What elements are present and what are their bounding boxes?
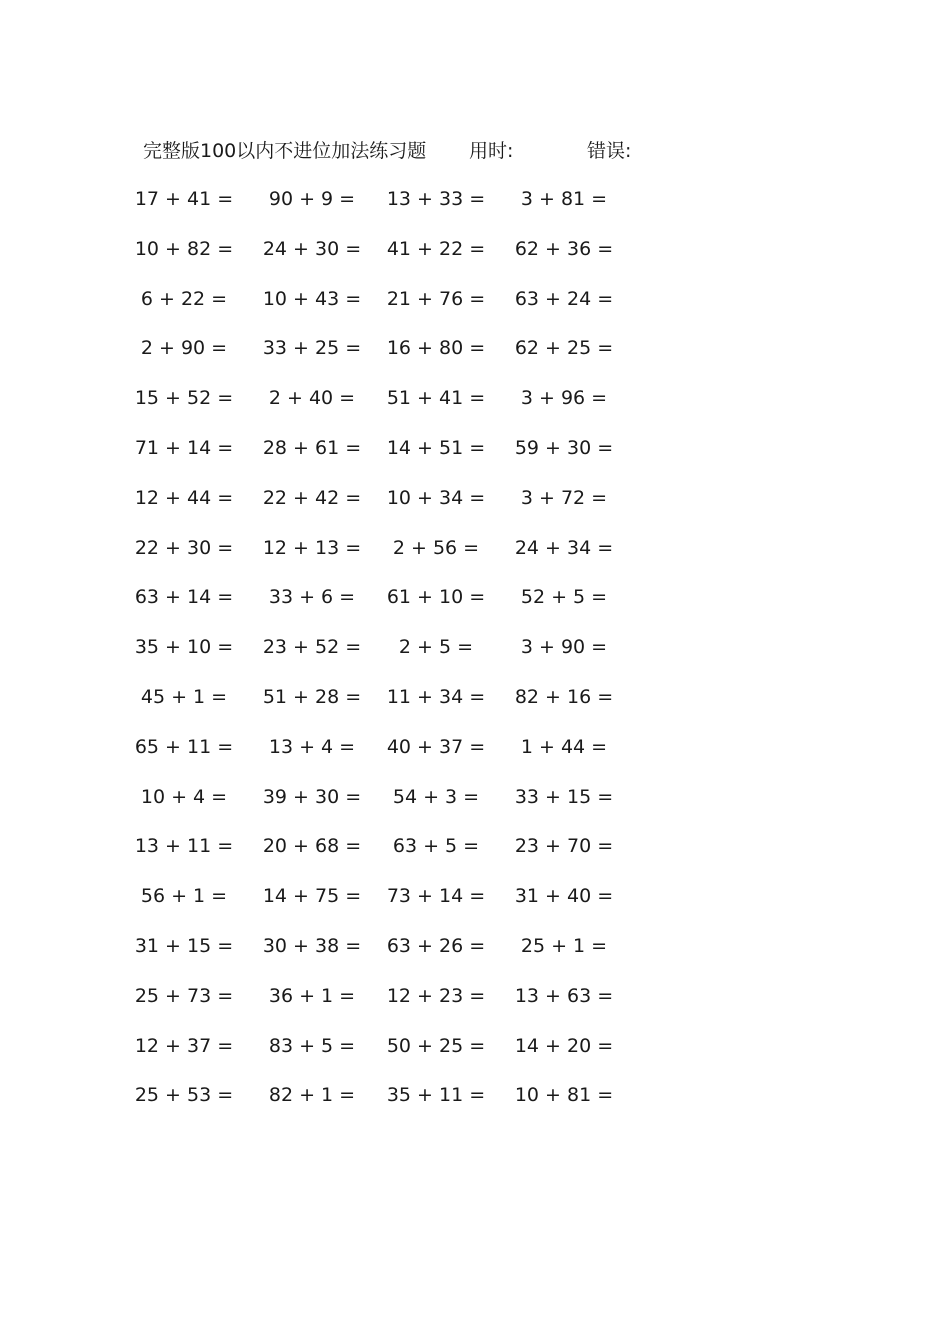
problem-cell: 45 + 1 = (140, 685, 228, 708)
problem-cell: 24 + 34 = (514, 536, 614, 559)
problem-cell: 3 + 90 = (520, 636, 608, 659)
problem-cell: 13 + 63 = (514, 984, 614, 1007)
problem-row (0, 483, 950, 533)
problem-cell: 63 + 26 = (386, 934, 486, 957)
problem-cell: 14 + 20 = (514, 1034, 614, 1057)
problem-row (0, 732, 950, 782)
problem-cell: 65 + 11 = (134, 735, 234, 758)
problem-cell: 16 + 80 = (386, 337, 486, 360)
problem-cell: 51 + 28 = (262, 685, 362, 708)
problem-cell: 41 + 22 = (386, 237, 486, 260)
problem-row (0, 881, 950, 931)
problem-cell: 82 + 16 = (514, 685, 614, 708)
problem-cell: 63 + 24 = (514, 287, 614, 310)
problem-cell: 23 + 70 = (514, 835, 614, 858)
problem-row (0, 333, 950, 383)
problem-cell: 23 + 52 = (262, 636, 362, 659)
problem-row (0, 632, 950, 682)
problem-cell: 83 + 5 = (268, 1034, 356, 1057)
problem-cell: 2 + 56 = (392, 536, 480, 559)
problem-cell: 14 + 75 = (262, 885, 362, 908)
problem-cell: 25 + 1 = (520, 934, 608, 957)
problem-cell: 50 + 25 = (386, 1034, 486, 1057)
problem-cell: 10 + 81 = (514, 1084, 614, 1107)
problem-cell: 12 + 13 = (262, 536, 362, 559)
problem-cell: 12 + 44 = (134, 486, 234, 509)
problem-cell: 30 + 38 = (262, 934, 362, 957)
problem-row (0, 782, 950, 832)
problem-row (0, 383, 950, 433)
problem-cell: 17 + 41 = (134, 188, 234, 210)
problem-row (0, 234, 950, 284)
problem-grid (0, 184, 950, 1130)
problem-cell: 63 + 5 = (392, 835, 480, 858)
problem-cell: 54 + 3 = (392, 785, 480, 808)
problem-cell: 59 + 30 = (514, 436, 614, 459)
problem-cell: 33 + 25 = (262, 337, 362, 360)
problem-cell: 14 + 51 = (386, 436, 486, 459)
problem-row (0, 1031, 950, 1081)
problem-cell: 22 + 30 = (134, 536, 234, 559)
problem-cell: 12 + 37 = (134, 1034, 234, 1057)
problem-cell: 35 + 11 = (386, 1084, 486, 1107)
problem-cell: 2 + 40 = (268, 387, 356, 410)
problem-cell: 63 + 14 = (134, 586, 234, 609)
problem-cell: 71 + 14 = (134, 436, 234, 459)
problem-cell: 15 + 52 = (134, 387, 234, 410)
problem-cell: 39 + 30 = (262, 785, 362, 808)
problem-row (0, 582, 950, 632)
problem-cell: 28 + 61 = (262, 436, 362, 459)
problem-row (0, 284, 950, 334)
problem-cell: 6 + 22 = (140, 287, 228, 310)
problem-cell: 31 + 40 = (514, 885, 614, 908)
problem-row (0, 533, 950, 583)
problem-cell: 11 + 34 = (386, 685, 486, 708)
problem-cell: 10 + 43 = (262, 287, 362, 310)
problem-cell: 35 + 10 = (134, 636, 234, 659)
problem-cell: 20 + 68 = (262, 835, 362, 858)
problem-cell: 36 + 1 = (268, 984, 356, 1007)
problem-cell: 3 + 72 = (520, 486, 608, 509)
problem-cell: 10 + 82 = (134, 237, 234, 260)
problem-cell: 56 + 1 = (140, 885, 228, 908)
problem-cell: 25 + 53 = (134, 1084, 234, 1107)
worksheet-title: 完整版100以内不进位加法练习题 (143, 140, 427, 162)
problem-cell: 25 + 73 = (134, 984, 234, 1007)
problem-cell: 10 + 4 = (140, 785, 228, 808)
problem-row (0, 831, 950, 881)
problem-cell: 61 + 10 = (386, 586, 486, 609)
problem-cell: 22 + 42 = (262, 486, 362, 509)
problem-cell: 62 + 36 = (514, 237, 614, 260)
problem-cell: 21 + 76 = (386, 287, 486, 310)
problem-cell: 51 + 41 = (386, 387, 486, 410)
problem-cell: 13 + 4 = (268, 735, 356, 758)
problem-cell: 31 + 15 = (134, 934, 234, 957)
problem-cell: 90 + 9 = (268, 188, 356, 210)
problem-cell: 33 + 15 = (514, 785, 614, 808)
problem-row (0, 682, 950, 732)
error-label: 错误: (587, 140, 632, 162)
problem-cell: 73 + 14 = (386, 885, 486, 908)
problem-row (0, 931, 950, 981)
problem-cell: 33 + 6 = (268, 586, 356, 609)
problem-cell: 62 + 25 = (514, 337, 614, 360)
problem-cell: 1 + 44 = (520, 735, 608, 758)
problem-cell: 52 + 5 = (520, 586, 608, 609)
problem-row (0, 184, 950, 234)
problem-cell: 2 + 90 = (140, 337, 228, 360)
problem-cell: 82 + 1 = (268, 1084, 356, 1107)
problem-cell: 10 + 34 = (386, 486, 486, 509)
problem-row (0, 1080, 950, 1130)
problem-cell: 3 + 81 = (520, 188, 608, 210)
problem-cell: 13 + 33 = (386, 188, 486, 210)
problem-cell: 12 + 23 = (386, 984, 486, 1007)
problem-cell: 2 + 5 = (398, 636, 474, 659)
problem-cell: 24 + 30 = (262, 237, 362, 260)
worksheet-header (143, 136, 663, 166)
problem-row (0, 433, 950, 483)
problem-row (0, 981, 950, 1031)
problem-cell: 3 + 96 = (520, 387, 608, 410)
problem-cell: 13 + 11 = (134, 835, 234, 858)
time-label: 用时: (469, 140, 514, 162)
problem-cell: 40 + 37 = (386, 735, 486, 758)
